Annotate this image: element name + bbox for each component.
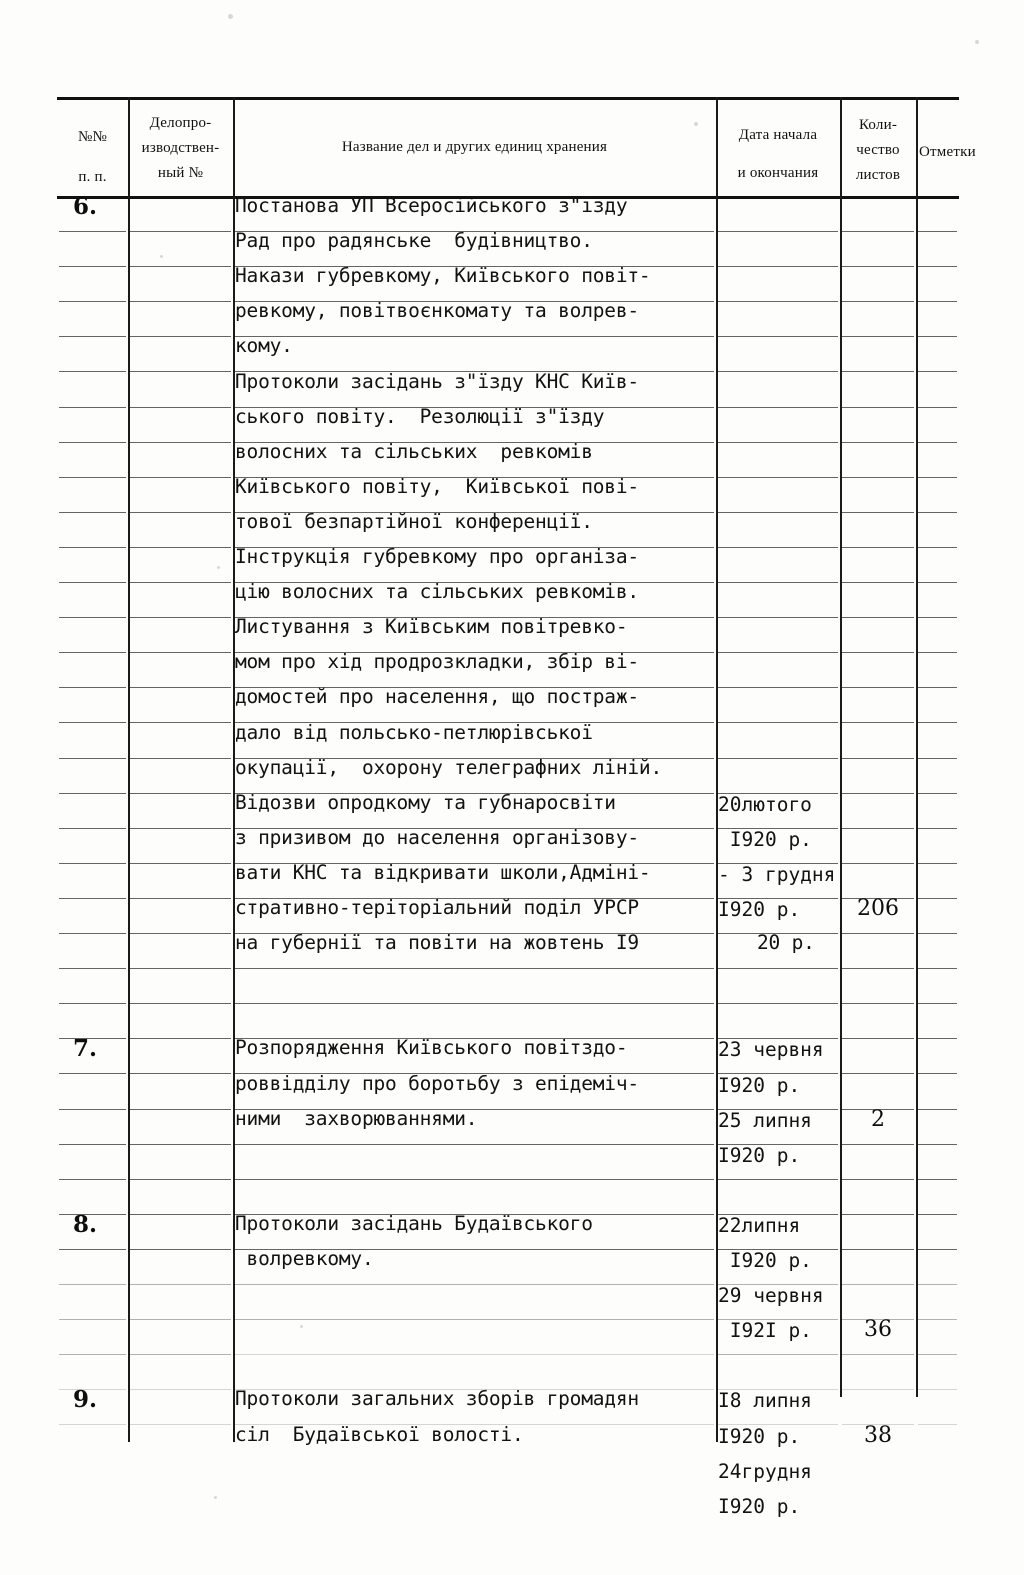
form-rule (718, 547, 838, 548)
form-rule (130, 477, 231, 478)
entry-title-line: дало від польсько-петлюрівської (235, 720, 593, 744)
form-rule (842, 1354, 914, 1355)
entry-date-line: 22липня (718, 1213, 801, 1237)
form-rule (130, 617, 231, 618)
entry-title-line: цію волосних та сільських ревкомів. (235, 580, 639, 604)
form-rule (235, 1354, 714, 1355)
form-rule (842, 1389, 914, 1390)
form-rule (842, 582, 914, 583)
col-sep-1 (128, 97, 130, 1442)
form-rule (718, 407, 838, 408)
entry-title-line: ними захворюваннями. (235, 1106, 478, 1130)
form-rule (130, 512, 231, 513)
header-notes-text: Отметки (919, 144, 976, 160)
form-rule (842, 407, 914, 408)
form-rule (130, 582, 231, 583)
form-rule (918, 407, 957, 408)
form-rule (918, 758, 957, 759)
entry-title-line: вати КНС та відкривати школи,Адміні- (235, 860, 651, 884)
entry-title-line: кому. (235, 334, 293, 358)
entry-date-line: 29 червня (718, 1284, 824, 1308)
form-rule (918, 1038, 957, 1039)
col-sep-4 (840, 97, 842, 1397)
form-rule (235, 968, 714, 969)
form-rule (235, 1179, 714, 1180)
form-rule (59, 1319, 126, 1320)
form-rule (130, 933, 231, 934)
form-rule (130, 828, 231, 829)
header-dates-line1: Дата начала (738, 127, 818, 143)
form-rule (918, 1424, 957, 1425)
form-rule (130, 1249, 231, 1250)
form-rule (130, 1038, 231, 1039)
entry-date-line: I920 р. (718, 898, 801, 921)
form-rule (59, 582, 126, 583)
form-rule (130, 863, 231, 864)
header-number (57, 125, 128, 190)
entry-date-line: I920 р. (718, 1249, 812, 1272)
form-rule (235, 1144, 714, 1145)
form-rule (918, 442, 957, 443)
form-rule (59, 652, 126, 653)
header-office-number-line3: ный № (157, 165, 204, 181)
form-rule (842, 1249, 914, 1250)
form-rule (59, 793, 126, 794)
form-rule (918, 617, 957, 618)
form-rule (718, 371, 838, 372)
form-rule (918, 301, 957, 302)
entry-date-line: I920 р. (718, 1143, 801, 1167)
form-rule (59, 512, 126, 513)
form-rule (842, 722, 914, 723)
form-rule (59, 898, 126, 899)
form-rule (59, 1073, 126, 1074)
entry-title-line: Протоколи засідань з"їзду КНС Київ- (235, 369, 639, 393)
form-rule (918, 1319, 957, 1320)
form-rule (842, 547, 914, 548)
entry-title-line: волревкому. (235, 1247, 374, 1270)
form-rule (718, 968, 838, 969)
entry-sheet-count: 38 (864, 1422, 892, 1448)
form-rule (130, 336, 231, 337)
form-rule (918, 1354, 957, 1355)
form-rule (59, 477, 126, 478)
row-number: 9. (73, 1386, 98, 1414)
form-rule (842, 1284, 914, 1285)
entry-title-line: Розпорядження Київського повітздо- (235, 1036, 628, 1060)
form-rule (130, 1214, 231, 1215)
form-rule (918, 1389, 957, 1390)
form-rule (842, 758, 914, 759)
entry-title-line: на губернії та повіти на жовтень I9 (235, 931, 639, 955)
form-rule (130, 371, 231, 372)
form-rule (59, 1284, 126, 1285)
header-number-line1: №№ (77, 129, 108, 145)
form-rule (842, 1144, 914, 1145)
form-rule (718, 1179, 838, 1180)
form-rule (130, 898, 231, 899)
form-rule (718, 231, 838, 232)
row-number: 7. (73, 1035, 98, 1063)
entry-title-line: стративно-теріторіальний поділ УРСР (235, 896, 639, 919)
form-rule (59, 1144, 126, 1145)
entry-title-line: окупації, охорону телеграфних ліній. (235, 755, 662, 779)
entry-date-line: I920 р. (718, 827, 812, 851)
form-rule (718, 1003, 838, 1004)
form-rule (842, 652, 914, 653)
form-rule (130, 301, 231, 302)
form-rule (59, 1249, 126, 1250)
form-rule (59, 231, 126, 232)
entry-title-line: Протоколи загальних зборів громадян (235, 1387, 639, 1411)
form-rule (59, 407, 126, 408)
col-sep-5 (916, 97, 918, 1397)
row-number: 8. (73, 1210, 98, 1238)
form-rule (59, 722, 126, 723)
form-rule (130, 1144, 231, 1145)
form-rule (130, 266, 231, 267)
form-rule (130, 1354, 231, 1355)
header-sheets-line1: Коли- (858, 117, 898, 133)
form-rule (918, 1003, 957, 1004)
scan-speck (975, 40, 979, 44)
form-rule (130, 442, 231, 443)
entry-title-line: Постанова УП Всеросійського з"їзду (235, 194, 628, 217)
form-rule (718, 442, 838, 443)
entry-date-line: 25 липня (718, 1108, 812, 1132)
form-rule (918, 793, 957, 794)
header-sheets-line3: листов (855, 167, 901, 183)
form-rule (918, 1073, 957, 1074)
form-rule (842, 687, 914, 688)
form-rule (130, 758, 231, 759)
form-rule (918, 336, 957, 337)
entry-title-line: Київського повіту, Київської пові- (235, 474, 639, 498)
form-rule (918, 898, 957, 899)
form-rule (918, 968, 957, 969)
form-rule (918, 1284, 957, 1285)
form-rule (130, 652, 231, 653)
form-rule (842, 1003, 914, 1004)
form-rule (235, 1284, 714, 1285)
entry-title-line: Накази губревкому, Київського повіт- (235, 264, 651, 288)
entry-date-line: I920 р. (718, 1424, 801, 1448)
header-title (233, 135, 716, 160)
form-rule (918, 231, 957, 232)
form-rule (59, 1003, 126, 1004)
form-rule (718, 687, 838, 688)
form-rule (718, 758, 838, 759)
form-rule (59, 968, 126, 969)
entry-title-line: волосних та сільських ревкомів (235, 439, 593, 463)
header-title-text: Название дел и других единиц хранения (341, 139, 608, 155)
form-rule (130, 1389, 231, 1390)
form-rule (718, 266, 838, 267)
form-rule (718, 617, 838, 618)
entry-sheet-count: 36 (864, 1317, 892, 1343)
entry-date-line: 20лютого (718, 792, 812, 816)
entry-date-line: 23 червня (718, 1038, 824, 1062)
form-rule (718, 477, 838, 478)
form-rule (842, 968, 914, 969)
form-rule (130, 1073, 231, 1074)
form-rule (918, 1179, 957, 1180)
col-sep-3 (716, 97, 718, 1442)
form-rule (718, 582, 838, 583)
row-number: 6. (73, 193, 98, 220)
header-dates-line2: и окончания (737, 165, 819, 181)
form-rule (918, 652, 957, 653)
form-rule (842, 266, 914, 267)
header-notes (916, 140, 976, 165)
form-rule (130, 793, 231, 794)
entry-title-overflow: 20 р. (757, 931, 815, 955)
header-sheets-line2: чество (856, 142, 900, 158)
form-rule (130, 231, 231, 232)
form-rule (130, 1424, 231, 1425)
form-rule (59, 1424, 126, 1425)
form-rule (842, 477, 914, 478)
form-rule (842, 301, 914, 302)
form-rule (918, 582, 957, 583)
form-rule (718, 652, 838, 653)
form-rule (918, 1109, 957, 1110)
form-rule (130, 407, 231, 408)
entry-date-line: I92I р. (718, 1319, 812, 1343)
form-rule (842, 231, 914, 232)
form-rule (918, 1144, 957, 1145)
entry-title-line: тової безпартійної конференції. (235, 509, 593, 533)
form-rule (718, 1354, 838, 1355)
form-rule (842, 1038, 914, 1039)
entry-title-line: сіл Будаївської волості. (235, 1422, 524, 1446)
entry-title-line: Листування з Київським повітревко- (235, 615, 628, 639)
form-rule (842, 512, 914, 513)
form-rule (59, 371, 126, 372)
entry-date-line: I8 липня (718, 1389, 812, 1413)
form-rule (918, 512, 957, 513)
form-rule (718, 336, 838, 337)
form-rule (842, 793, 914, 794)
form-rule (59, 617, 126, 618)
form-rule (918, 1249, 957, 1250)
entry-title-line: роввідділу про боротьбу з епідеміч- (235, 1071, 639, 1095)
header-office-number-line2: изводствен- (141, 140, 220, 156)
entry-title-line: Інструкція губревкому про організа- (235, 545, 639, 568)
form-rule (842, 863, 914, 864)
form-rule (59, 933, 126, 934)
form-rule (59, 687, 126, 688)
form-rule (130, 1109, 231, 1110)
entry-title-line: Відозви опродкому та губнаросвіти (235, 790, 616, 814)
header-dates (716, 123, 840, 186)
form-rule (918, 828, 957, 829)
form-rule (59, 863, 126, 864)
form-rule (59, 1109, 126, 1110)
form-rule (842, 617, 914, 618)
form-rule (918, 266, 957, 267)
form-rule (918, 687, 957, 688)
entry-date-line: I920 р. (718, 1494, 801, 1518)
entry-title-line: Протоколи засідань Будаївського (235, 1211, 593, 1235)
form-rule (59, 1179, 126, 1180)
form-rule (130, 722, 231, 723)
form-rule (59, 336, 126, 337)
form-rule (59, 758, 126, 759)
entry-title-line: Рад про радянське будівництво. (235, 229, 593, 253)
form-rule (130, 547, 231, 548)
form-rule (918, 863, 957, 864)
form-rule (130, 1319, 231, 1320)
scan-speck (228, 14, 233, 19)
form-rule (842, 336, 914, 337)
form-rule (718, 722, 838, 723)
entry-title-line: мом про хід продрозкладки, збір ві- (235, 650, 639, 674)
form-rule (235, 1319, 714, 1320)
form-rule (918, 722, 957, 723)
form-rule (842, 828, 914, 829)
form-rule (130, 1003, 231, 1004)
form-rule (718, 512, 838, 513)
entry-sheet-count: 206 (857, 896, 899, 921)
header-office-number-line1: Делопро- (149, 115, 212, 131)
form-rule (918, 477, 957, 478)
form-rule (842, 933, 914, 934)
form-rule (130, 687, 231, 688)
entry-title-line: ревкому, повітвоєнкомату та волрев- (235, 299, 639, 323)
form-rule (918, 371, 957, 372)
form-rule (842, 1179, 914, 1180)
form-rule (918, 547, 957, 548)
entry-date-line: - 3 грудня (718, 862, 836, 886)
entry-title-line: ського повіту. Резолюції з"їзду (235, 404, 605, 428)
header-number-line2: п. п. (78, 169, 107, 185)
form-rule (59, 828, 126, 829)
table-top-border (57, 97, 959, 100)
header-sheets (840, 113, 916, 188)
form-rule (59, 266, 126, 267)
form-rule (842, 1073, 914, 1074)
form-rule (130, 1179, 231, 1180)
entry-sheet-count: 2 (871, 1106, 885, 1132)
form-rule (918, 933, 957, 934)
form-rule (842, 371, 914, 372)
form-rule (59, 442, 126, 443)
form-rule (918, 1214, 957, 1215)
entry-date-line: I920 р. (718, 1073, 801, 1097)
form-rule (718, 301, 838, 302)
form-rule (235, 336, 714, 337)
entry-date-line: 24грудня (718, 1459, 812, 1483)
form-rule (59, 301, 126, 302)
form-rule (842, 442, 914, 443)
form-rule (59, 547, 126, 548)
form-rule (235, 1003, 714, 1004)
entry-title-line: з призивом до населення організову- (235, 825, 639, 849)
form-rule (130, 968, 231, 969)
header-office-number (128, 111, 233, 186)
form-rule (59, 1354, 126, 1355)
entry-title-line: домостей про населення, що постраж- (235, 685, 639, 709)
form-rule (842, 1214, 914, 1215)
form-rule (130, 1284, 231, 1285)
